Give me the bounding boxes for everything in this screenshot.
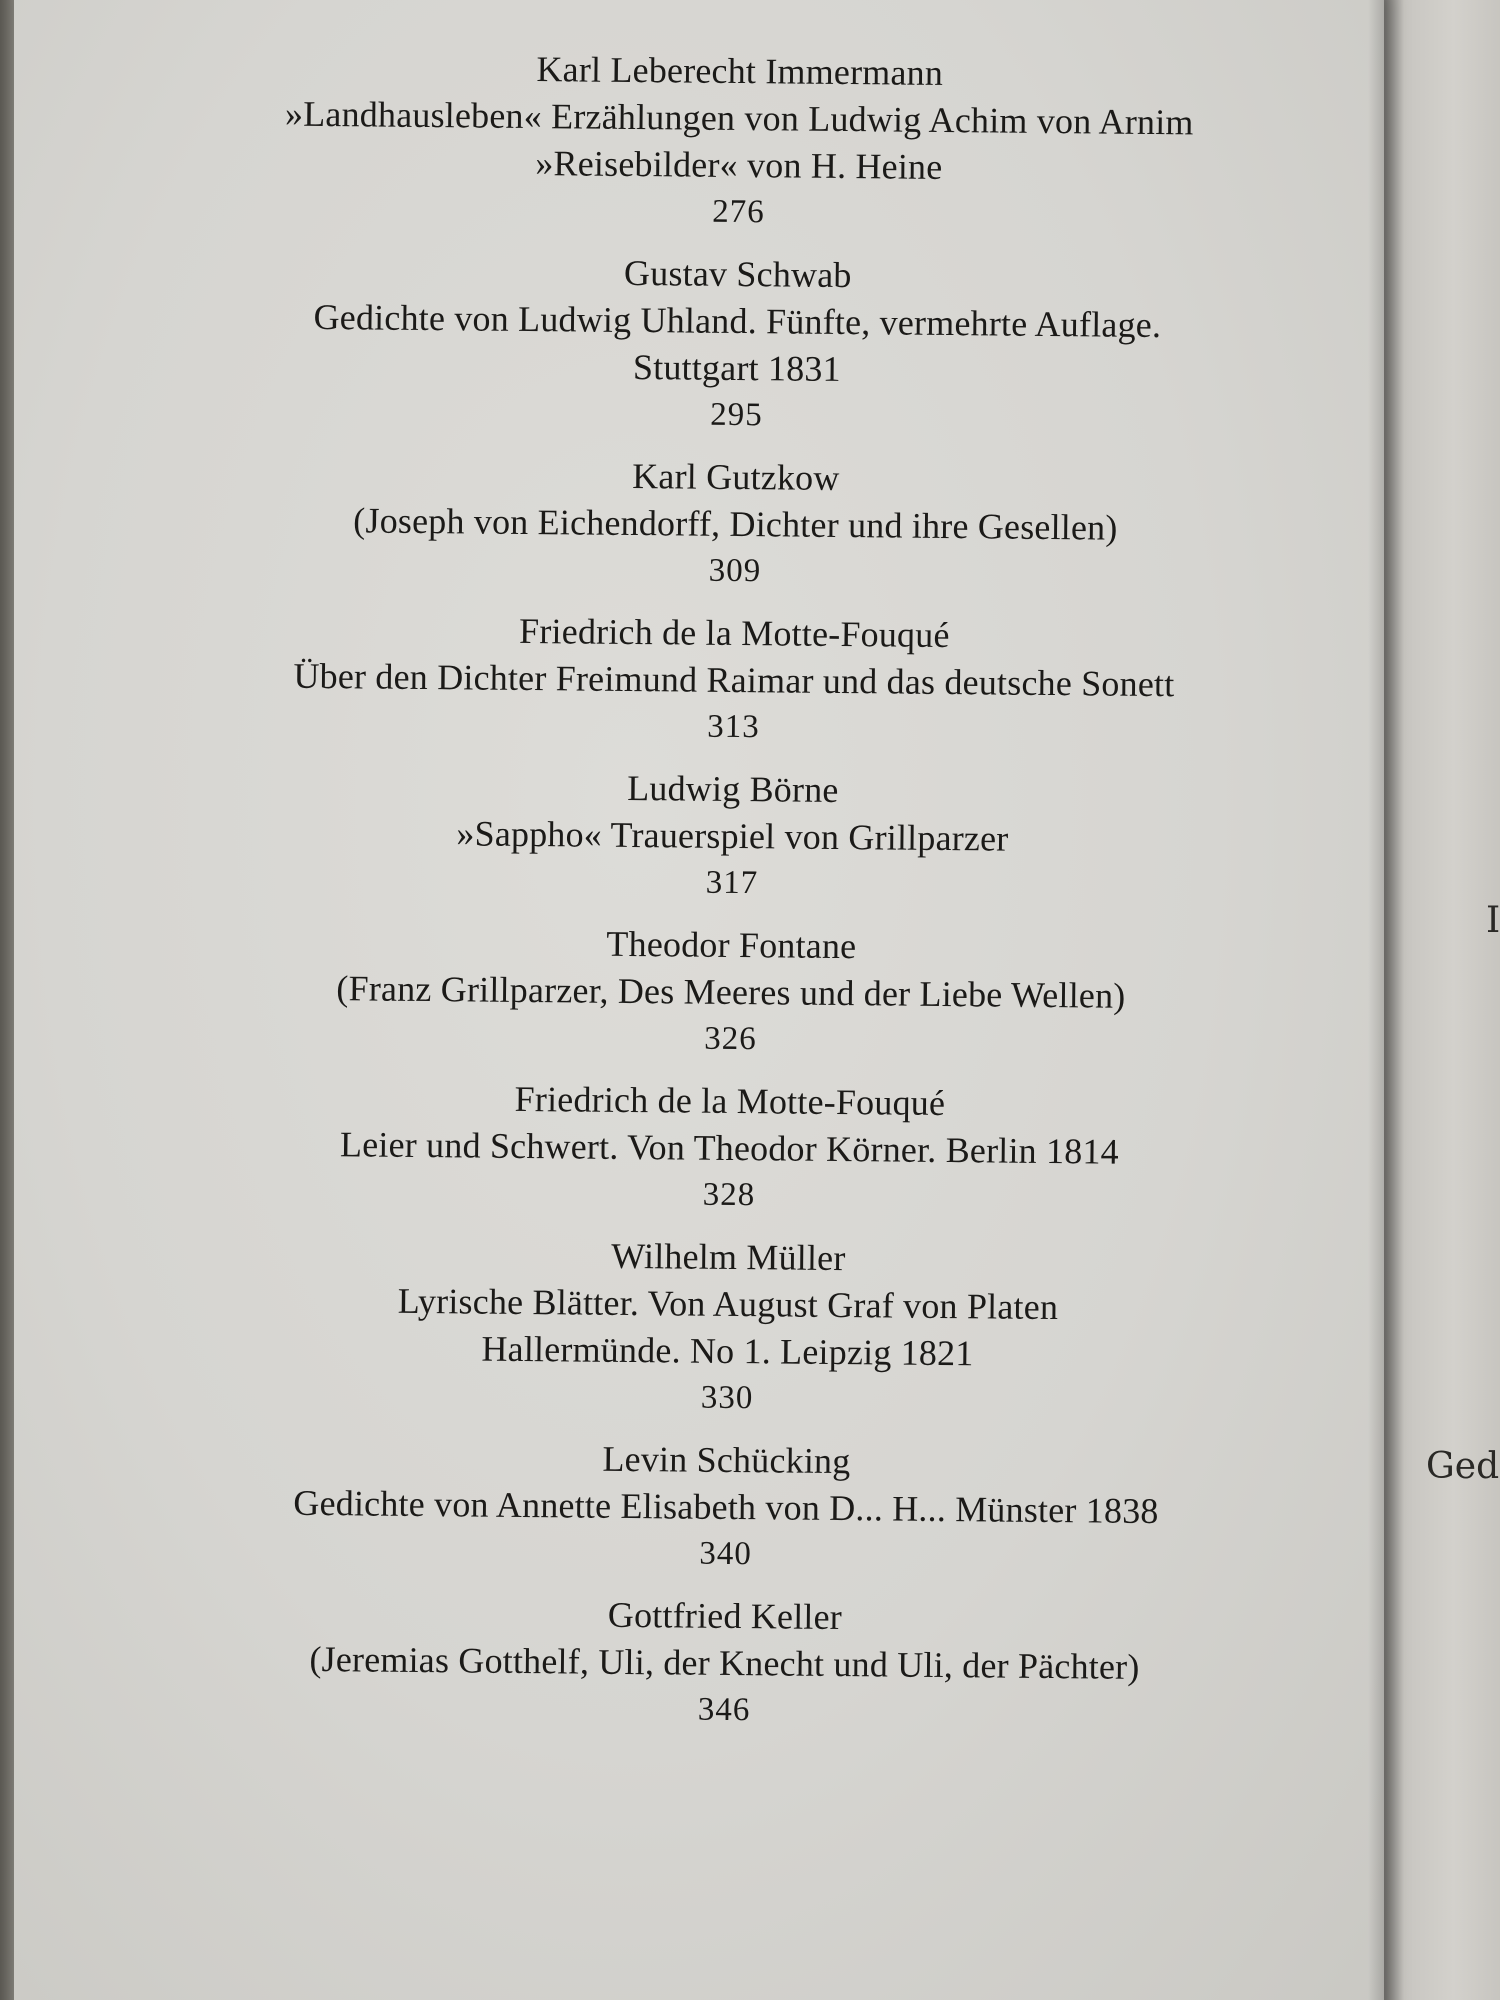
entry-title-line: (Joseph von Eichendorff, Dichter und ihre Gesellen) xyxy=(353,500,1118,548)
entry-author: Friedrich de la Motte-Fouqué xyxy=(514,1078,946,1124)
toc-entry xyxy=(125,1431,1326,1583)
toc-entry xyxy=(138,42,1340,241)
entry-title-line: Gedichte von Annette Elisabeth von D... H... Münster 1838 xyxy=(293,1482,1159,1532)
entry-title-line: Hallermünde. No 1. Leipzig 1821 xyxy=(481,1328,974,1374)
toc-entry xyxy=(124,1587,1325,1739)
entry-author: Theodor Fontane xyxy=(606,923,857,967)
entry-author: Gustav Schwab xyxy=(623,252,852,296)
entry-page-number: 317 xyxy=(705,864,759,902)
toc-entry xyxy=(136,245,1338,444)
entry-title-line: Leier und Schwert. Von Theodor Körner. Berlin 1814 xyxy=(339,1124,1120,1172)
entry-page-number: 276 xyxy=(712,193,765,231)
entry-page-number: 330 xyxy=(700,1379,754,1417)
toc-entry xyxy=(135,448,1336,600)
entry-page-number: 326 xyxy=(704,1020,757,1058)
entry-title-line: »Reisebilder« von H. Heine xyxy=(535,143,943,187)
toc-entry xyxy=(130,916,1331,1068)
entry-title-line: Über den Dichter Freimund Raimar und das deutsche Sonett xyxy=(293,655,1175,705)
entry-author: Karl Leberecht Immermann xyxy=(536,49,944,93)
entry-page-number: 340 xyxy=(699,1535,752,1573)
entry-page-number: 313 xyxy=(707,708,760,746)
entry-title-line: Lyrische Blätter. Von August Graf von Platen xyxy=(397,1280,1059,1328)
next-page-text-fragment-middle: Ged xyxy=(1426,1446,1500,1487)
entry-author: Friedrich de la Motte-Fouqué xyxy=(518,610,950,656)
entry-page-number: 346 xyxy=(697,1691,751,1729)
entry-title-line: Gedichte von Ludwig Uhland. Fünfte, vermehrte Auflage. xyxy=(313,296,1162,346)
entry-author: Ludwig Börne xyxy=(627,767,839,810)
entry-title-line: »Sappho« Trauerspiel von Grillparzer xyxy=(456,813,1009,859)
entry-page-number: 309 xyxy=(708,552,762,590)
page-edge-shadow xyxy=(1368,0,1404,2000)
entry-author: Gottfried Keller xyxy=(607,1594,843,1638)
entry-title-line: (Jeremias Gotthelf, Uli, der Knecht und Uli, der Pächter) xyxy=(309,1638,1140,1687)
toc-entry xyxy=(132,760,1333,912)
entry-title-line: »Landhausleben« Erzählungen von Ludwig Achim von Arnim xyxy=(284,93,1194,143)
entry-author: Karl Gutzkow xyxy=(632,455,840,498)
entry-page-number: 328 xyxy=(702,1176,756,1214)
next-page-text-fragment-top: I xyxy=(1486,900,1500,941)
toc-entry xyxy=(133,604,1334,756)
entry-page-number: 295 xyxy=(710,396,763,434)
entry-author: Levin Schücking xyxy=(602,1438,851,1482)
toc-entry xyxy=(129,1072,1330,1224)
entry-title-line: (Franz Grillparzer, Des Meeres und der Liebe Wellen) xyxy=(336,968,1126,1016)
toc-entry xyxy=(127,1228,1329,1427)
entry-author: Wilhelm Müller xyxy=(611,1235,846,1279)
entry-title-line: Stuttgart 1831 xyxy=(632,346,842,389)
table-of-contents xyxy=(124,42,1340,1754)
